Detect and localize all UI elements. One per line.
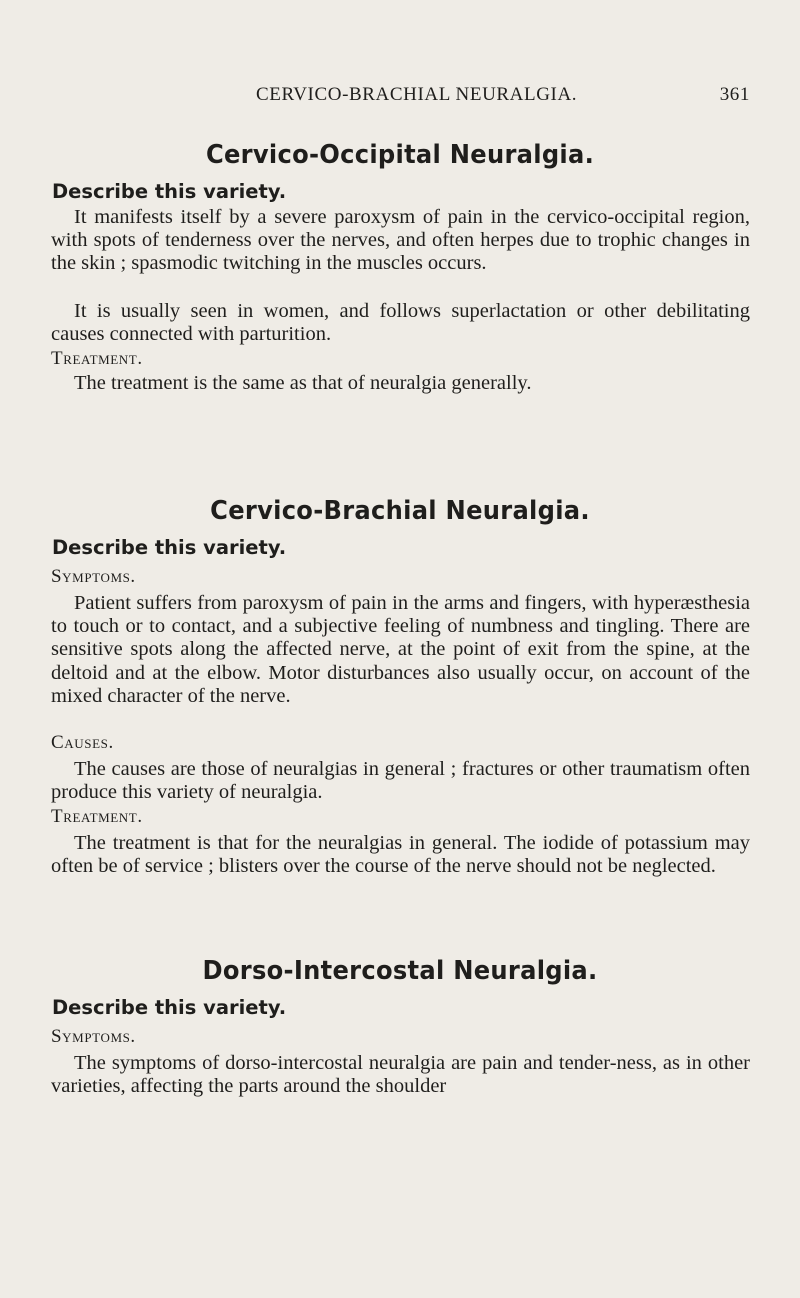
page-number: 361: [719, 84, 750, 105]
section-title-cervico-brachial: Cervico-Brachial Neuralgia.: [210, 496, 590, 526]
section-question: Describe this variety.: [52, 536, 287, 559]
subheading-symptoms: Symptoms.: [51, 566, 136, 587]
paragraph: The treatment is that for the neuralgias in general. The iodide of potassium may often be of service ; blisters over the course of the nerve should not be neglected.: [51, 832, 750, 878]
paragraph: Patient suffers from paroxysm of pain in the arms and fingers, with hyperæsthesia to touch or to contact, and a subjective feeling of numbness and tingling. There are sensitive spots along the affected nerve, at the point of exit from the spine, at the deltoid and at the elbow. Motor disturbances also usually occur, on account of the mixed character of the nerve.: [51, 592, 750, 707]
running-head-title: CERVICO-BRACHIAL NEURALGIA.: [256, 84, 578, 105]
paragraph: The symptoms of dorso-intercostal neuralgia are pain and tender-ness, as in other varieties, affecting the parts around the shoulder: [51, 1052, 750, 1098]
paragraph: It is usually seen in women, and follows superlactation or other debilitating causes connected with parturition.: [51, 300, 750, 346]
subheading-treatment: Treatment.: [51, 806, 143, 827]
section-question: Describe this variety.: [52, 180, 287, 203]
subheading-causes: Causes.: [51, 732, 114, 753]
section-title-cervico-occipital: Cervico-Occipital Neuralgia.: [205, 140, 595, 170]
section-title-dorso-intercostal: Dorso-Intercostal Neuralgia.: [202, 956, 598, 986]
paragraph: It manifests itself by a severe paroxysm of pain in the cervico-occipital region, with spots of tenderness over the nerves, and often herpes due to trophic changes in the skin ; spasmodic twitching in the muscles occurs.: [51, 206, 750, 275]
subheading-symptoms: Symptoms.: [51, 1026, 136, 1047]
section-question: Describe this variety.: [52, 996, 287, 1019]
subheading-treatment: Treatment.: [51, 348, 143, 369]
paragraph: The causes are those of neuralgias in general ; fractures or other traumatism often produce this variety of neuralgia.: [51, 758, 750, 804]
paragraph: The treatment is the same as that of neuralgia generally.: [74, 372, 532, 394]
